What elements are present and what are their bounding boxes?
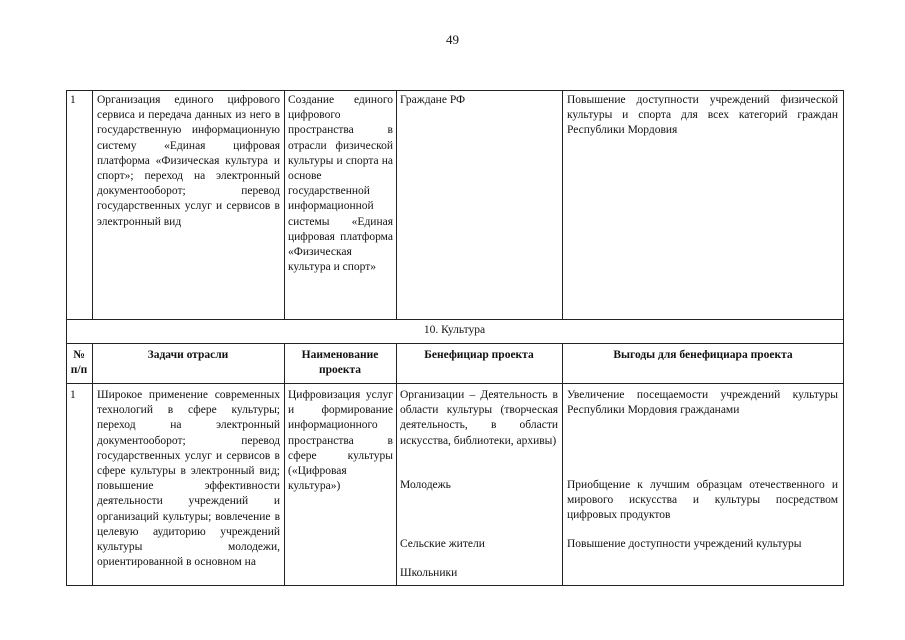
benefit-text: Увеличение посещаемости учреждений культуры Республики Мордовия гражданами — [567, 389, 838, 417]
header-divider — [66, 383, 844, 384]
col-divider — [562, 90, 563, 320]
header-num: № п/п — [70, 349, 88, 377]
beneficiary: Сельские жители — [400, 538, 485, 550]
task-text: Широкое применение современных технологий в сфере культуры; переход на электронный документооборот; перевод государственных услуг и сервисов в сфере культуры в электронный вид; повышение эффективности деятельности учреждений и организаций культуры; вовлечение в целевую аудиторию учреждений культуры молодежи, ориентированной в основном на — [97, 389, 280, 569]
col-divider — [396, 343, 397, 586]
col-divider — [284, 90, 285, 320]
col-divider — [562, 343, 563, 586]
header-tasks: Задачи отрасли — [147, 349, 229, 361]
beneficiary: Молодежь — [400, 479, 451, 491]
header-beneficiary: Бенефициар проекта — [424, 349, 534, 361]
project-name: Цифровизация услуг и формирование информационного пространства в сфере культуры («Цифровая культура») — [288, 389, 393, 493]
task-text: Организация единого цифрового сервиса и передача данных из него в государственную информационную систему «Единая цифровая платформа «Физическая культура и спорт»; переход на электронный документооборот; перевод государственных услуг и сервисов в электронный вид — [97, 94, 280, 228]
col-divider — [92, 343, 93, 586]
beneficiary: Организации – Деятельность в области культуры (творческая деятельность, в области искусства, библиотеки, архивы) — [400, 389, 558, 447]
col-divider — [396, 90, 397, 320]
row-number: 1 — [70, 389, 76, 401]
col-divider — [92, 90, 93, 320]
row-number: 1 — [70, 94, 76, 106]
benefit-text: Повышение доступности учреждений культуры — [567, 538, 802, 550]
project-name: Создание единого цифрового пространства в отрасли физической культуры и спорта на основе государственной информационной системы «Единая цифровая платформа «Физическая культура и спорт» — [288, 94, 393, 274]
header-benefits: Выгоды для бенефициара проекта — [613, 349, 793, 361]
page-number: 49 — [446, 32, 459, 47]
beneficiary: Школьники — [400, 567, 458, 579]
beneficiary: Граждане РФ — [400, 94, 466, 106]
col-divider — [284, 343, 285, 586]
benefit-text: Приобщение к лучшим образцам отечественного и мирового искусства и культуры посредством цифровых продуктов — [567, 479, 838, 522]
header-project: Наименование проекта — [301, 349, 379, 377]
section-title: 10. Культура — [423, 324, 486, 336]
benefit-text: Повышение доступности учреждений физической культуры и спорта для всех категорий граждан Республики Мордовия — [567, 94, 838, 137]
